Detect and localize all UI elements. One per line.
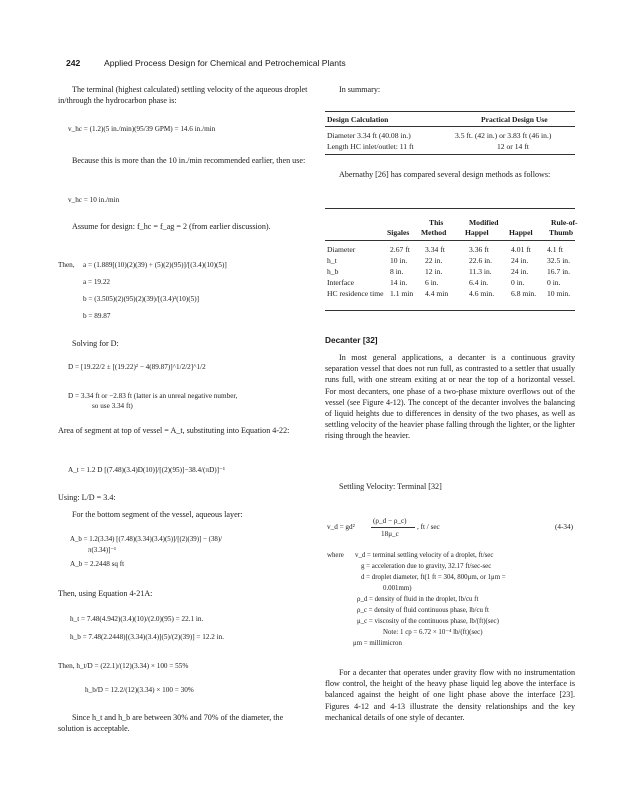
compare-cell: 10 in.: [390, 256, 408, 265]
paragraph-bottom-segment: For the bottom segment of the vessel, aqueous layer:: [72, 510, 243, 519]
paragraph-abernathy: Abernathy [26] has compared several design methods as follows:: [339, 170, 551, 179]
page-number: 242: [66, 58, 81, 68]
compare-header-method: Method: [421, 228, 447, 237]
where-item: 0.001mm): [383, 585, 412, 592]
paragraph-gravity-flow: For a decanter that operates under gravity flow with no instrumentation flow control, the height of the heavy phase liquid leg above the interface is balanced against the height of one light phase above the interface [23]. Figures 4-12 and 4-13 illustrate the density relationships and the key mechanical details of one style of decanter.: [325, 668, 575, 722]
summary-cell: Diameter 3.34 ft (40.08 in.): [327, 131, 411, 140]
equation-At: A_t = 1.2 D [(7.48)(3.4)D(10)]/[(2)(95)]−38.4/(πD)]⁻¹: [68, 466, 226, 474]
compare-cell: 16.7 in.: [547, 267, 570, 276]
where-item: μ_c = viscosity of the continuous phase, lb/(ft)(sec): [357, 618, 499, 625]
compare-table-bottom-rule: [325, 310, 575, 311]
summary-header-practical: Practical Design Use: [481, 115, 548, 124]
where-item: ρ_c = density of fluid continuous phase, lb/cu ft: [357, 607, 489, 614]
equation-a-2: a = 19.22: [83, 278, 111, 286]
compare-cell: 22.6 in.: [469, 256, 492, 265]
paragraph-recommended: Because this is more than the 10 in./min recommended earlier, then use:: [72, 156, 306, 165]
summary-table-bottom-rule: [325, 154, 575, 155]
equation-vd-denominator: 18μ_c: [381, 530, 399, 538]
paragraph-area-segment: Area of segment at top of vessel = A_t, substituting into Equation 4-22:: [58, 426, 290, 435]
compare-cell: 4.1 ft: [547, 245, 564, 254]
equation-number-4-34: (4-34): [555, 523, 573, 531]
compare-header-this: This: [429, 218, 444, 227]
equation-vhc-2: v_hc = 10 in./min: [68, 196, 120, 204]
where-item: ρ_d = density of fluid in the droplet, lb/cu ft: [357, 596, 479, 603]
equation-D-result: D = 3.34 ft or −2.83 ft (latter is an unreal negative number,: [68, 392, 238, 400]
equation-D: D = [19.22/2 ± [(19.22)² − 4(89.87)]^1/2/2]^1/2: [68, 363, 206, 371]
compare-cell: 32.5 in.: [547, 256, 570, 265]
compare-cell: 1.1 min: [390, 289, 414, 298]
settling-velocity-label: Settling Velocity: Terminal [32]: [339, 482, 442, 491]
compare-cell: 0 in.: [511, 278, 525, 287]
equation-a-prefix: Then,: [58, 261, 75, 269]
equation-vd-numerator: (ρ_d − ρ_c): [373, 517, 407, 525]
compare-cell: 6 in.: [425, 278, 439, 287]
compare-header-happel-mod: Happel: [465, 228, 489, 237]
compare-table-top-rule: [325, 208, 575, 209]
equation-a-1: a = (1.889[(10)(2)(39) + (5)(2)(95)]/[(3.4)(10)(5)]: [83, 261, 227, 269]
where-label: where: [327, 552, 344, 559]
equation-ht-percent: Then, h_t/D = (22.1)/(12)(3.34) × 100 = 55%: [58, 662, 189, 670]
summary-cell: 12 or 14 ft: [497, 142, 529, 151]
compare-cell: 12 in.: [425, 267, 443, 276]
compare-cell: Diameter: [327, 245, 356, 254]
compare-cell: Interface: [327, 278, 354, 287]
equation-vd-lhs: v_d = gd²: [327, 523, 355, 531]
summary-table-top-rule: [325, 111, 575, 112]
equation-vd-fraction-bar: [371, 527, 415, 528]
equation-ht: h_t = 7.48(4.942)(3.4)(10)/(2.0)(95) = 22.1 in.: [70, 615, 204, 623]
section-heading-decanter: Decanter [32]: [325, 335, 378, 345]
compare-cell: 4.4 min: [425, 289, 449, 298]
paragraph-decanter: In most general applications, a decanter is a continuous gravity separation vessel that does not run full, as contrasted to a settler that usually runs full, with one stream exiting at or near the top of a horizontal vessel. For most decanters, one phase of a two-phase mixture overflows out of the vessel (see Figure 4-12). The concept of the decanter involves the balancing of liquid heights due to differences in density of the two phases, as well as settling velocity of the heavier phase falling through the lighter, or the lighter rising through the heavier.: [325, 353, 575, 441]
compare-cell: 22 in.: [425, 256, 443, 265]
compare-cell: 24 in.: [511, 256, 529, 265]
where-item: Note: 1 cp = 6.72 × 10⁻⁴ lb/(ft)(sec): [383, 629, 483, 636]
paragraph-using-LD: Using: L/D = 3.4:: [58, 493, 116, 502]
where-item: μm = millimicron: [353, 640, 402, 647]
summary-header-design: Design Calculation: [327, 115, 389, 124]
equation-vhc-1: v_hc = (1.2)(5 in./min)(95/39 GPM) = 14.6 in./min: [68, 125, 216, 133]
compare-header-rule-of: Rule-of-: [551, 218, 578, 227]
paragraph-solving-D: Solving for D:: [72, 339, 119, 348]
compare-cell: 0 in.: [547, 278, 561, 287]
compare-cell: h_t: [327, 256, 337, 265]
compare-cell: 24 in.: [511, 267, 529, 276]
equation-vd-units: , ft / sec: [417, 523, 440, 531]
compare-cell: 4.6 min.: [469, 289, 495, 298]
compare-cell: 14 in.: [390, 278, 408, 287]
equation-hb-percent: h_b/D = 12.2/(12)(3.34) × 100 = 30%: [85, 686, 194, 694]
compare-header-thumb: Thumb: [549, 228, 574, 237]
running-title: Applied Process Design for Chemical and Petrochemical Plants: [104, 58, 346, 68]
summary-cell: Length HC inlet/outlet: 11 ft: [327, 142, 414, 151]
compare-cell: 6.8 min.: [511, 289, 537, 298]
equation-b-1: b = (3.505)(2)(95)(2)(39)/[(3.4)²(10)(5)]: [83, 295, 199, 303]
compare-table-header-rule: [325, 240, 575, 241]
paragraph-acceptable: Since h_t and h_b are between 30% and 70% of the diameter, the solution is acceptable.: [58, 713, 284, 734]
where-item: d = droplet diameter, ft(1 ft = 304, 800μm, or 1μm =: [361, 574, 506, 581]
compare-header-happel: Happel: [509, 228, 533, 237]
equation-Ab-2: π(3.34)]⁻¹: [88, 547, 117, 554]
summary-cell: 3.5 ft. (42 in.) or 3.83 ft (46 in.): [455, 131, 552, 140]
paragraph-eq-4-21A: Then, using Equation 4-21A:: [58, 589, 153, 598]
compare-header-sigales: Sigales: [387, 228, 410, 237]
compare-header-modified: Modified: [469, 218, 499, 227]
summary-label: In summary:: [339, 85, 381, 94]
paragraph-assume-design: Assume for design: f_hc = f_ag = 2 (from earlier discussion).: [72, 222, 271, 231]
where-item: v_d = terminal settling velocity of a droplet, ft/sec: [355, 552, 494, 559]
equation-b-2: b = 89.87: [83, 312, 111, 320]
compare-cell: 6.4 in.: [469, 278, 489, 287]
equation-hb: h_b = 7.48(2.2448)[(3.34)(3.4)](5)/(2)(39)] = 12.2 in.: [70, 633, 225, 641]
equation-D-note: so use 3.34 ft): [92, 402, 133, 410]
equation-Ab-1: A_b = 1.2(3.34) [(7.48)(3.34)(3.4)(5)]/[(2)(39)] − (38)/: [70, 536, 223, 543]
compare-cell: 3.34 ft: [425, 245, 445, 254]
compare-cell: 2.67 ft: [390, 245, 410, 254]
paragraph-settling-velocity: The terminal (highest calculated) settling velocity of the aqueous droplet in/through the hydrocarbon phase is:: [58, 85, 308, 106]
where-item: g = acceleration due to gravity, 32.17 ft/sec-sec: [361, 563, 492, 570]
compare-cell: 8 in.: [390, 267, 404, 276]
compare-cell: 11.3 in.: [469, 267, 492, 276]
compare-cell: 4.01 ft: [511, 245, 531, 254]
summary-table-header-rule: [325, 126, 575, 127]
compare-cell: 3.36 ft: [469, 245, 489, 254]
compare-cell: HC residence time: [327, 289, 384, 298]
equation-Ab-3: A_b = 2.2448 sq ft: [70, 560, 125, 568]
compare-cell: h_b: [327, 267, 339, 276]
compare-cell: 10 min.: [547, 289, 571, 298]
